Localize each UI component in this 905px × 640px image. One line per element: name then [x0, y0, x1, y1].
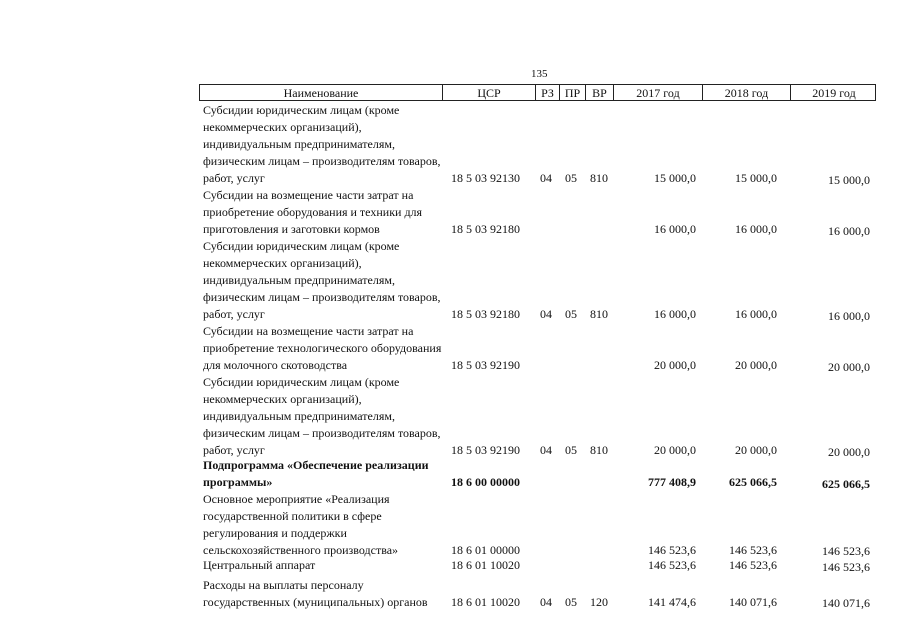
header-pr: ПР — [559, 85, 585, 100]
row-vr: 120 — [590, 595, 608, 609]
row-rz: 04 — [540, 307, 552, 321]
row-name: Расходы на выплаты персоналу государственных (муниципальных) органов — [203, 578, 428, 609]
row-name: Основное мероприятие «Реализация государственной политики в сфере регулирования и поддержки сельскохозяйственного производства» — [203, 492, 399, 557]
row-name: Субсидии юридическим лицам (кроме некоммерческих организаций), индивидуальным предпринимателям, физическим лицам – производителям товаров, работ, услуг — [203, 239, 441, 321]
header-rz: РЗ — [535, 85, 559, 100]
row-2019: 15 000,0 — [828, 173, 870, 187]
row-csr: 18 5 03 92180 — [451, 307, 520, 321]
table-row — [203, 102, 883, 187]
table-header — [199, 84, 876, 101]
row-2019: 140 071,6 — [822, 596, 870, 610]
row-csr: 18 5 03 92130 — [451, 171, 520, 185]
row-name: Субсидии на возмещение части затрат на приобретение технологического оборудования для молочного скотоводства — [203, 324, 442, 372]
row-name: Подпрограмма «Обеспечение реализации программы» — [203, 458, 429, 489]
header-y2018: 2018 год — [702, 85, 790, 100]
header-y2017: 2017 год — [613, 85, 702, 100]
row-csr: 18 6 01 10020 — [451, 558, 520, 572]
row-2018: 146 523,6 — [729, 543, 777, 557]
row-csr: 18 6 01 10020 — [451, 595, 520, 609]
row-csr: 18 6 01 00000 — [451, 543, 520, 557]
row-2017: 141 474,6 — [648, 595, 696, 609]
row-rz: 04 — [540, 595, 552, 609]
row-rz: 04 — [540, 171, 552, 185]
header-csr: ЦСР — [442, 85, 535, 100]
row-rz: 04 — [540, 443, 552, 457]
row-csr: 18 6 00 00000 — [451, 475, 520, 489]
row-2018: 20 000,0 — [735, 358, 777, 372]
table-row — [203, 374, 883, 459]
row-2019: 20 000,0 — [828, 360, 870, 374]
row-2018: 20 000,0 — [735, 443, 777, 457]
table-row — [203, 187, 883, 238]
row-pr: 05 — [565, 307, 577, 321]
row-name: Субсидии на возмещение части затрат на приобретение оборудования и техники для приготовления и заготовки кормов — [203, 188, 423, 236]
row-2017: 20 000,0 — [654, 443, 696, 457]
row-name: Субсидии юридическим лицам (кроме некоммерческих организаций), индивидуальным предпринимателям, физическим лицам – производителям товаров, работ, услуг — [203, 375, 441, 457]
table-row — [203, 457, 883, 491]
row-csr: 18 5 03 92190 — [451, 358, 520, 372]
row-2017: 16 000,0 — [654, 307, 696, 321]
row-2018: 16 000,0 — [735, 222, 777, 236]
row-2019: 625 066,5 — [822, 477, 870, 491]
row-2017: 15 000,0 — [654, 171, 696, 185]
table-row — [203, 238, 883, 323]
header-y2019: 2019 год — [790, 85, 877, 100]
row-name: Субсидии юридическим лицам (кроме некоммерческих организаций), индивидуальным предпринимателям, физическим лицам – производителям товаров, работ, услуг — [203, 103, 441, 185]
row-2019: 16 000,0 — [828, 224, 870, 238]
row-2017: 16 000,0 — [654, 222, 696, 236]
row-csr: 18 5 03 92180 — [451, 222, 520, 236]
row-pr: 05 — [565, 171, 577, 185]
row-vr: 810 — [590, 307, 608, 321]
row-2018: 140 071,6 — [729, 595, 777, 609]
row-2017: 146 523,6 — [648, 558, 696, 572]
row-2017: 777 408,9 — [648, 475, 696, 489]
row-2018: 15 000,0 — [735, 171, 777, 185]
row-vr: 810 — [590, 171, 608, 185]
header-vr: ВР — [585, 85, 613, 100]
row-2017: 20 000,0 — [654, 358, 696, 372]
row-2019: 146 523,6 — [822, 544, 870, 558]
header-name: Наименование — [283, 86, 359, 100]
table-row — [203, 557, 883, 574]
row-vr: 810 — [590, 443, 608, 457]
row-2018: 16 000,0 — [735, 307, 777, 321]
row-2019: 20 000,0 — [828, 445, 870, 459]
row-pr: 05 — [565, 443, 577, 457]
table-row — [203, 577, 883, 611]
row-2019: 16 000,0 — [828, 309, 870, 323]
table-row — [203, 323, 883, 374]
row-csr: 18 5 03 92190 — [451, 443, 520, 457]
page-number: 135 — [531, 68, 548, 80]
row-name: Центральный аппарат — [203, 558, 316, 572]
row-2018: 146 523,6 — [729, 558, 777, 572]
row-2017: 146 523,6 — [648, 543, 696, 557]
row-pr: 05 — [565, 595, 577, 609]
table-row — [203, 491, 883, 559]
row-2019: 146 523,6 — [822, 560, 870, 574]
row-2018: 625 066,5 — [729, 475, 777, 489]
